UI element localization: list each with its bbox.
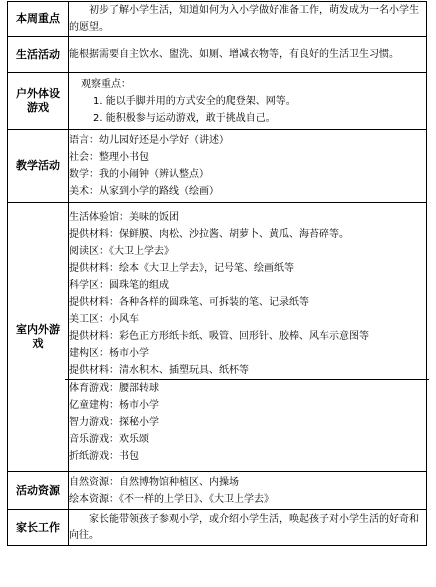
teaching-item: 美术：从家到小学的路线（绘画）: [69, 186, 219, 197]
row-focus: [8, 2, 427, 37]
game-item: 折纸游戏：书包: [69, 451, 139, 462]
resource-item: 自然资源：自然博物馆种植区、内操场: [69, 476, 239, 488]
area-item: 提供材料：保鲜膜、肉松、沙拉酱、胡萝卜、黄瓜、海苔碎等。: [69, 229, 349, 240]
observation-item: 2. 能积极参与运动游戏，敢于挑战自己。: [93, 112, 276, 124]
area-item: 阅读区：《大卫上学去》: [69, 246, 174, 257]
area-item: 提供材料：绘本《大卫上学去》，记号笔、绘画纸等: [69, 263, 294, 274]
row-body-outdoor: [69, 73, 427, 130]
row-label-life: 生活活动: [8, 37, 69, 73]
game-item: 智力游戏：探秘小学: [69, 417, 159, 428]
row-body-indoor: [69, 203, 427, 472]
teaching-item: 社会：整理小书包: [69, 152, 149, 163]
game-item: 音乐游戏：欢乐颂: [69, 434, 149, 445]
row-text-focus: 初步了解小学生活，知道如何为入小学做好准备工作，萌发成为一名小学生的愿望。: [69, 2, 427, 37]
row-text-life: 能根据需要自主饮水、盥洗、如厕、增减衣物等，有良好的生活卫生习惯。: [69, 37, 427, 73]
teaching-item: 数学：我的小闹钟（辨认整点）: [69, 169, 209, 180]
area-item: 提供材料：各种各样的圆珠笔、可拆装的笔、记录纸等: [69, 297, 309, 308]
row-text-parents: 家长能带领孩子参观小学，或介绍小学生活，唤起孩子对小学生活的好奇和向往。: [69, 510, 427, 546]
observation-intro: 观察重点：: [81, 78, 131, 90]
row-indoor: [8, 203, 427, 472]
area-item: 美工区：小风车: [69, 314, 139, 325]
area-item: 提供材料：清水积木、插塑玩具、纸杯等: [69, 365, 249, 376]
games-section: [65, 379, 429, 465]
row-label-outdoor: [8, 73, 69, 130]
row-life: [8, 37, 427, 73]
row-label-resources: 活动资源: [8, 472, 69, 510]
area-item: 提供材料：彩色正方形纸卡纸、吸管、回形针、胶棒、风车示意图等: [69, 331, 369, 342]
teaching-item: 语言：幼儿园好还是小学好（讲述）: [69, 135, 229, 146]
area-item: 建构区：杨市小学: [69, 348, 149, 359]
weekly-plan-table: [7, 1, 427, 546]
row-body-resources: [69, 472, 427, 510]
row-label-teaching: 教学活动: [8, 130, 69, 203]
row-label-indoor: [8, 203, 69, 472]
area-item: 科学区：圆珠笔的组成: [69, 280, 169, 291]
observation-item: 1. 能以手脚并用的方式安全的爬登架、网等。: [93, 95, 296, 107]
indoor-label: 室内外游戏: [16, 323, 60, 350]
game-item: 亿童建构：杨市小学: [69, 400, 159, 411]
row-label-parents: 家长工作: [8, 510, 69, 546]
row-body-teaching: [69, 130, 427, 203]
row-resources: [8, 472, 427, 510]
area-item: 生活体验馆：美味的饭团: [69, 212, 179, 223]
row-parents: [8, 510, 427, 546]
row-outdoor: [8, 73, 427, 130]
outdoor-label: 户外体设游戏: [16, 87, 60, 114]
row-label-focus: 本周重点: [8, 2, 69, 37]
row-teaching: [8, 130, 427, 203]
resource-item: 绘本资源：《不一样的上学日》、《大卫上学去》: [69, 493, 274, 505]
game-item: 体育游戏：腰部转球: [69, 383, 159, 394]
